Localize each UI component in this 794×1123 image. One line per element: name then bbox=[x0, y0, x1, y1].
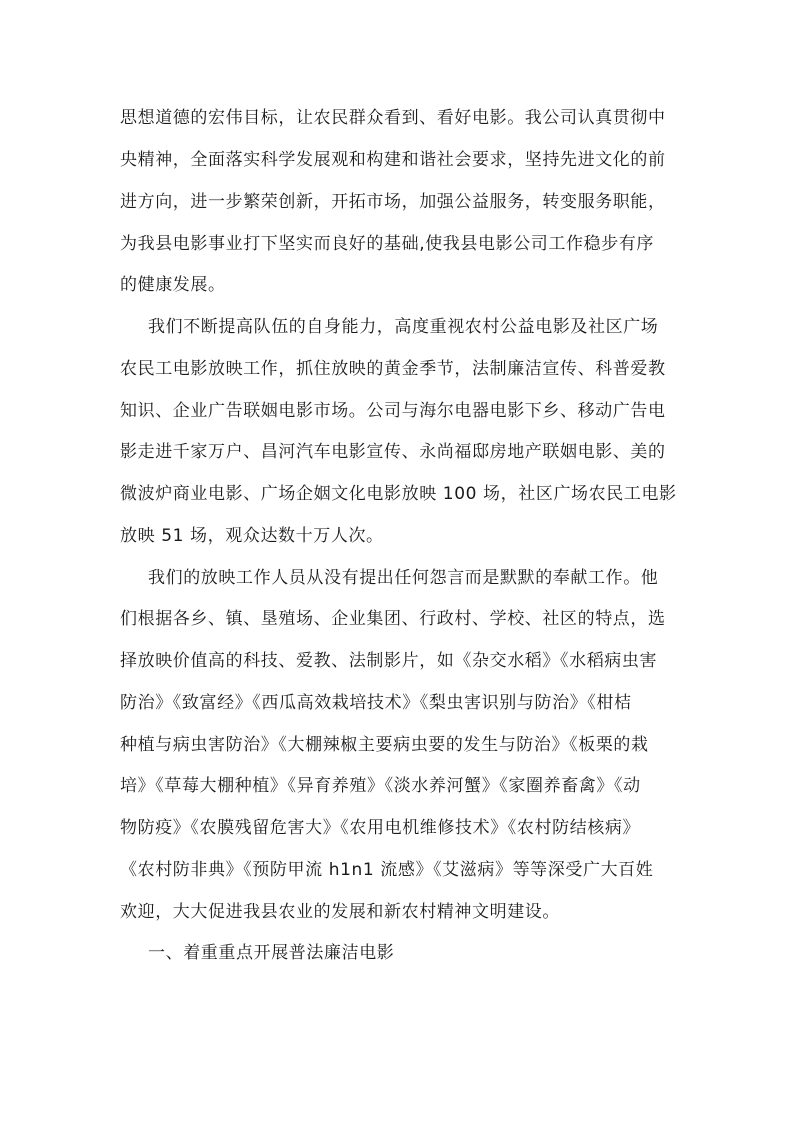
text-line: 知识、企业广告联姻电影市场。公司与海尔电器电影下乡、移动广告电 bbox=[120, 401, 666, 421]
text-line: 欢迎，大大促进我县农业的发展和新农村精神文明建设。 bbox=[120, 902, 560, 922]
text-line: 种植与病虫害防治》《大棚辣椒主要病虫要的发生与防治》《板栗的栽 bbox=[120, 735, 649, 755]
text-line: 放映 51 场，观众达数十万人次。 bbox=[120, 526, 384, 546]
text-line: 的健康发展。 bbox=[120, 275, 226, 295]
text-line: 我们不断提高队伍的自身能力，高度重视农村公益电影及社区广场 bbox=[148, 317, 659, 337]
text-line: 《农村防非典》《预防甲流 h1n1 流感》《艾滋病》等等深受广大百姓 bbox=[120, 860, 654, 880]
text-line: 思想道德的宏伟目标，让农民群众看到、看好电影。我公司认真贯彻中 bbox=[120, 108, 666, 128]
text-line: 我们的放映工作人员从没有提出任何怨言而是默默的奉献工作。他 bbox=[148, 568, 659, 588]
text-line: 进方向，进一步繁荣创新，开拓市场，加强公益服务，转变服务职能， bbox=[120, 192, 666, 212]
text-line: 为我县电影事业打下坚实而良好的基础,使我县电影公司工作稳步有序 bbox=[120, 234, 655, 254]
text-line: 影走进千家万户、昌河汽车电影宣传、永尚福邸房地产联姻电影、美的 bbox=[120, 442, 666, 462]
text-line: 防治》《致富经》《西瓜高效栽培技术》《梨虫害识别与防治》《柑桔 bbox=[120, 693, 632, 713]
text-line: 农民工电影放映工作，抓住放映的黄金季节，法制廉洁宣传、科普爱教 bbox=[120, 359, 666, 379]
text-line: 们根据各乡、镇、垦殖场、企业集团、行政村、学校、社区的特点，选 bbox=[120, 609, 666, 629]
text-line: 择放映价值高的科技、爱教、法制影片，如《杂交水稻》《水稻病虫害 bbox=[120, 651, 658, 671]
text-line: 微波炉商业电影、广场企姻文化电影放映 100 场，社区广场农民工电影 bbox=[120, 484, 677, 504]
text-line: 物防疫》《农膜残留危害大》《农用电机维修技术》《农村防结核病》 bbox=[120, 818, 641, 838]
text-line: 培》《草莓大棚种植》《异育养殖》《淡水养河蟹》《家圈养畜禽》《动 bbox=[120, 776, 641, 796]
section-heading: 一、着重重点开展普法廉洁电影 bbox=[148, 943, 395, 963]
text-line: 央精神，全面落实科学发展观和构建和谐社会要求，坚持先进文化的前 bbox=[120, 150, 666, 170]
